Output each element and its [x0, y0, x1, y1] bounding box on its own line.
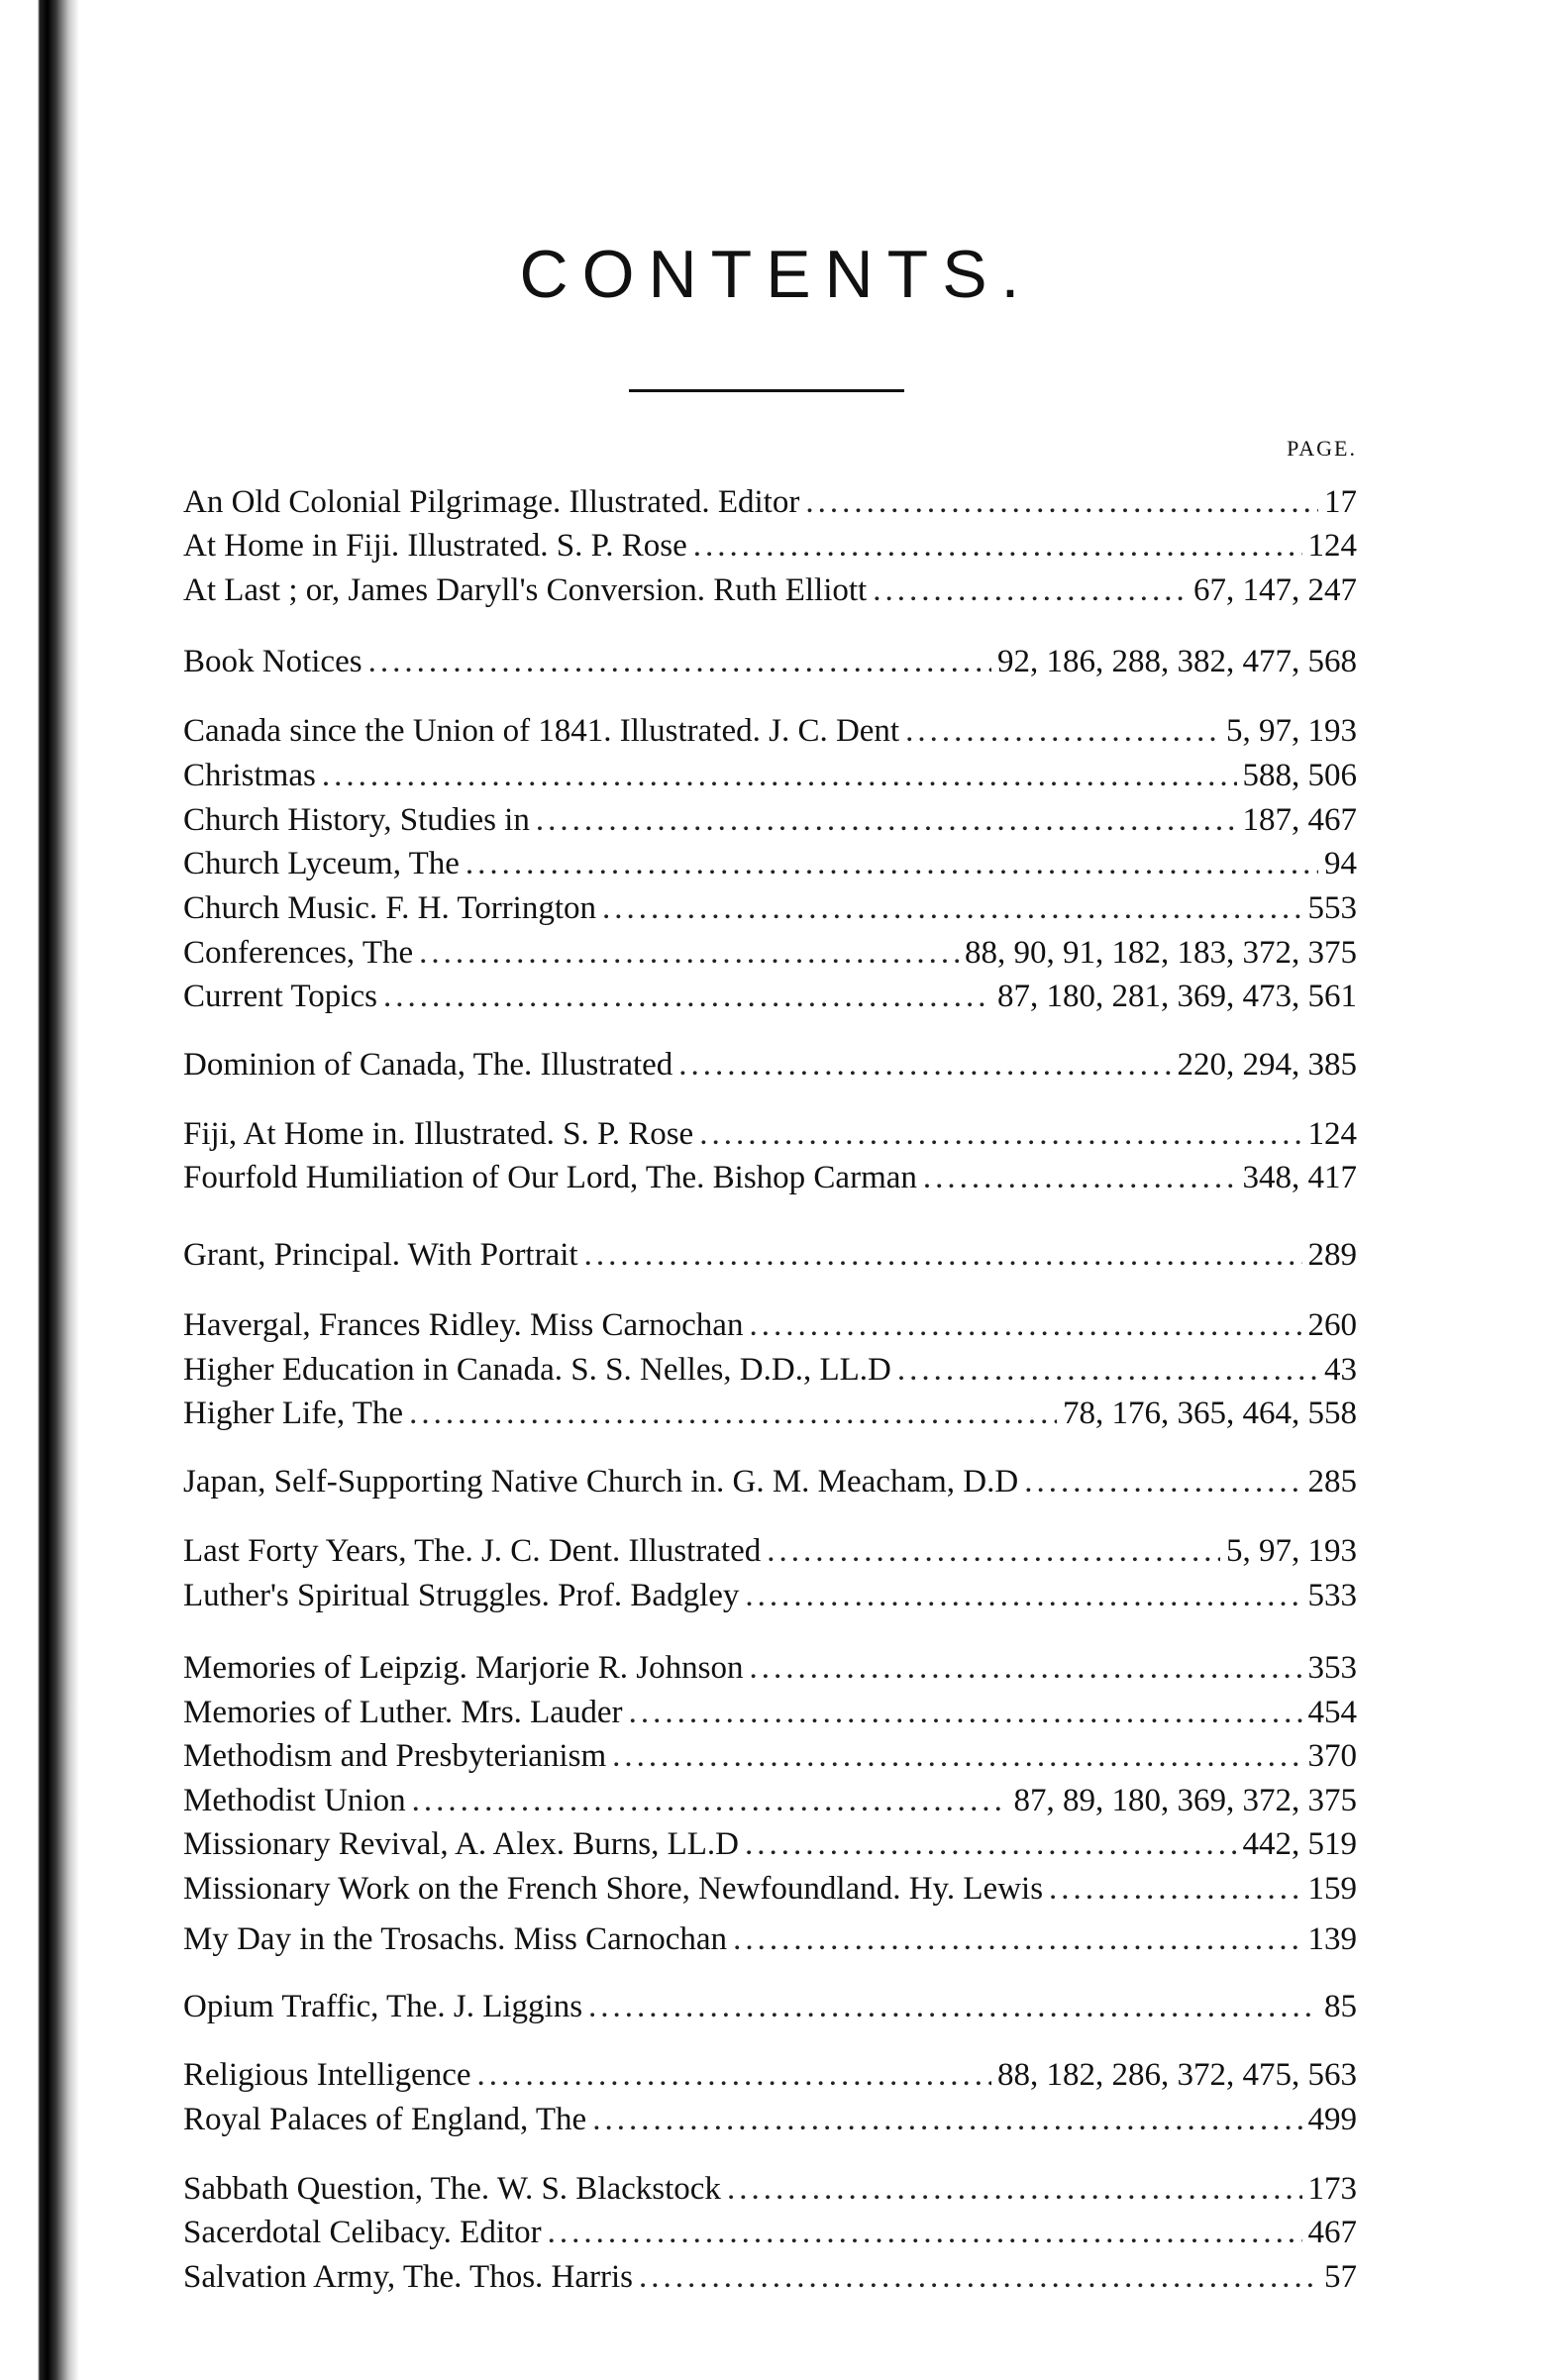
contents-entry — [183, 1232, 1357, 1278]
entry-pages: 139 — [1307, 1921, 1357, 1957]
contents-entry — [183, 1916, 1357, 1962]
dot-leader — [905, 708, 1220, 754]
entry-pages: 94 — [1324, 846, 1357, 881]
entry-title: Fiji, At Home in. Illustrated. S. P. Rose — [183, 1116, 694, 1152]
dot-leader — [733, 1916, 1301, 1962]
entry-title: Church Lyceum, The — [183, 846, 460, 881]
entry-title: Royal Palaces of England, The — [183, 2102, 587, 2137]
dot-leader — [588, 1984, 1318, 2029]
contents-entry — [183, 1984, 1357, 2029]
entry-pages: 159 — [1307, 1871, 1357, 1907]
entry-pages: 67, 147, 247 — [1193, 572, 1357, 608]
entry-pages: 353 — [1307, 1650, 1357, 1686]
dot-leader — [923, 1155, 1237, 1200]
entry-title: Luther's Spiritual Struggles. Prof. Badgley — [183, 1578, 740, 1613]
dot-leader — [693, 523, 1302, 569]
entry-pages: 285 — [1307, 1464, 1357, 1500]
entry-pages: 187, 467 — [1242, 802, 1357, 838]
entry-title: Methodist Union — [183, 1783, 406, 1818]
entry-title: Memories of Luther. Mrs. Lauder — [183, 1695, 623, 1730]
entry-title: Dominion of Canada, The. Illustrated — [183, 1047, 673, 1083]
dot-leader — [1024, 1459, 1301, 1504]
dot-leader — [584, 1232, 1302, 1278]
entry-pages: 588, 506 — [1242, 758, 1357, 793]
contents-entry — [183, 974, 1357, 1019]
entry-title: Salvation Army, The. Thos. Harris — [183, 2259, 634, 2295]
contents-entry — [183, 753, 1357, 798]
dot-leader — [767, 1528, 1220, 1574]
entry-title: Missionary Revival, A. Alex. Burns, LL.D — [183, 1826, 739, 1862]
contents-entry — [183, 797, 1357, 843]
dot-leader — [548, 2210, 1302, 2255]
dot-leader — [368, 639, 991, 684]
entry-title: At Last ; or, James Daryll's Conversion. Ruth Elliott — [183, 572, 868, 608]
contents-entry — [183, 841, 1357, 886]
entry-pages: 5, 97, 193 — [1226, 1533, 1357, 1569]
entry-pages: 87, 89, 180, 369, 372, 375 — [1013, 1783, 1357, 1818]
contents-entry — [183, 885, 1357, 931]
entry-pages: 5, 97, 193 — [1226, 713, 1357, 749]
entry-pages: 370 — [1307, 1738, 1357, 1774]
dot-leader — [749, 1302, 1301, 1348]
dot-leader — [629, 1690, 1302, 1735]
contents-entry — [183, 1866, 1357, 1912]
contents-entry — [183, 1111, 1357, 1157]
dot-leader — [727, 2166, 1302, 2212]
dot-leader — [639, 2254, 1318, 2300]
entry-pages: 43 — [1324, 1352, 1357, 1388]
entry-title: Current Topics — [183, 979, 377, 1014]
entry-title: Church History, Studies in — [183, 802, 530, 838]
entry-title: Higher Life, The — [183, 1396, 404, 1431]
entry-title: Religious Intelligence — [183, 2057, 471, 2093]
entry-pages: 533 — [1307, 1578, 1357, 1613]
dot-leader — [873, 568, 1188, 613]
entry-pages: 348, 417 — [1242, 1160, 1357, 1195]
dot-leader — [592, 2097, 1301, 2142]
entry-title: Japan, Self-Supporting Native Church in. G. M. Meacham, D.D — [183, 1464, 1019, 1500]
dot-leader — [805, 479, 1318, 525]
entry-pages: 173 — [1307, 2171, 1357, 2207]
entry-title: Memories of Leipzig. Marjorie R. Johnson — [183, 1650, 744, 1686]
entry-pages: 88, 182, 286, 372, 475, 563 — [997, 2057, 1357, 2093]
entry-title: At Home in Fiji. Illustrated. S. P. Rose — [183, 528, 687, 564]
contents-entry — [183, 1690, 1357, 1735]
entry-title: Church Music. F. H. Torrington — [183, 890, 597, 926]
entry-pages: 467 — [1307, 2215, 1357, 2250]
contents-entry — [183, 1347, 1357, 1393]
contents-entry — [183, 2210, 1357, 2255]
entry-title: An Old Colonial Pilgrimage. Illustrated. Editor — [183, 484, 800, 520]
contents-entry — [183, 2052, 1357, 2098]
contents-entry — [183, 479, 1357, 525]
contents-entry — [183, 2254, 1357, 2300]
contents-entry — [183, 1528, 1357, 1574]
entry-title: Fourfold Humiliation of Our Lord, The. Bishop Carman — [183, 1160, 917, 1195]
contents-entry — [183, 523, 1357, 569]
entry-pages: 87, 180, 281, 369, 473, 561 — [997, 979, 1357, 1014]
entry-pages: 88, 90, 91, 182, 183, 372, 375 — [965, 935, 1357, 971]
contents-entry — [183, 568, 1357, 613]
entry-title: Missionary Work on the French Shore, Newfoundland. Hy. Lewis — [183, 1871, 1044, 1907]
contents-entry — [183, 930, 1357, 976]
title-divider — [629, 389, 904, 392]
entry-pages: 289 — [1307, 1237, 1357, 1273]
entry-pages: 85 — [1324, 1989, 1357, 2024]
dot-leader — [383, 974, 991, 1019]
contents-entry — [183, 708, 1357, 754]
entry-pages: 57 — [1324, 2259, 1357, 2295]
entry-title: Christmas — [183, 758, 316, 793]
page-column-label: PAGE. — [1287, 436, 1357, 461]
book-binding-edge — [0, 0, 89, 2380]
dot-leader — [466, 841, 1318, 886]
contents-entry — [183, 1302, 1357, 1348]
entry-pages: 124 — [1307, 1116, 1357, 1152]
entry-title: Methodism and Presbyterianism — [183, 1738, 607, 1774]
entry-pages: 124 — [1307, 528, 1357, 564]
entry-title: Last Forty Years, The. J. C. Dent. Illustrated — [183, 1533, 762, 1569]
dot-leader — [419, 930, 959, 976]
entry-title: Grant, Principal. With Portrait — [183, 1237, 578, 1273]
dot-leader — [409, 1391, 1057, 1436]
contents-entry — [183, 1459, 1357, 1504]
entry-title: Canada since the Union of 1841. Illustrated. J. C. Dent — [183, 713, 900, 749]
entry-pages: 260 — [1307, 1307, 1357, 1343]
dot-leader — [536, 797, 1237, 843]
dot-leader — [745, 1573, 1301, 1618]
contents-entry — [183, 1573, 1357, 1618]
entry-title: Higher Education in Canada. S. S. Nelles, D.D., LL.D — [183, 1352, 891, 1388]
dot-leader — [1049, 1866, 1301, 1912]
entry-title: Sabbath Question, The. W. S. Blackstock — [183, 2171, 721, 2207]
contents-entry — [183, 2166, 1357, 2212]
contents-entry — [183, 1391, 1357, 1436]
contents-entry — [183, 1778, 1357, 1823]
dot-leader — [612, 1733, 1301, 1779]
entry-pages: 220, 294, 385 — [1177, 1047, 1357, 1083]
contents-entry — [183, 1645, 1357, 1691]
dot-leader — [412, 1778, 1008, 1823]
contents-entry — [183, 1042, 1357, 1087]
contents-entry — [183, 1733, 1357, 1779]
entry-title: Sacerdotal Celibacy. Editor — [183, 2215, 542, 2250]
dot-leader — [322, 753, 1237, 798]
contents-entry — [183, 1155, 1357, 1200]
dot-leader — [678, 1042, 1171, 1087]
entry-pages: 553 — [1307, 890, 1357, 926]
dot-leader — [897, 1347, 1318, 1393]
entry-pages: 78, 176, 365, 464, 558 — [1063, 1396, 1357, 1431]
entry-title: Conferences, The — [183, 935, 414, 971]
page-title: CONTENTS. — [519, 237, 1034, 312]
entry-title: Book Notices — [183, 644, 362, 679]
contents-entry — [183, 1821, 1357, 1867]
dot-leader — [745, 1821, 1237, 1867]
dot-leader — [477, 2052, 991, 2098]
entry-pages: 92, 186, 288, 382, 477, 568 — [997, 644, 1357, 679]
dot-leader — [699, 1111, 1301, 1157]
entry-title: Opium Traffic, The. J. Liggins — [183, 1989, 583, 2024]
contents-entry — [183, 639, 1357, 684]
entry-pages: 17 — [1324, 484, 1357, 520]
entry-pages: 499 — [1307, 2102, 1357, 2137]
entry-pages: 442, 519 — [1242, 1826, 1357, 1862]
dot-leader — [602, 885, 1301, 931]
entry-title: Havergal, Frances Ridley. Miss Carnochan — [183, 1307, 744, 1343]
dot-leader — [749, 1645, 1301, 1691]
entry-pages: 454 — [1307, 1695, 1357, 1730]
contents-entry — [183, 2097, 1357, 2142]
entry-title: My Day in the Trosachs. Miss Carnochan — [183, 1921, 728, 1957]
